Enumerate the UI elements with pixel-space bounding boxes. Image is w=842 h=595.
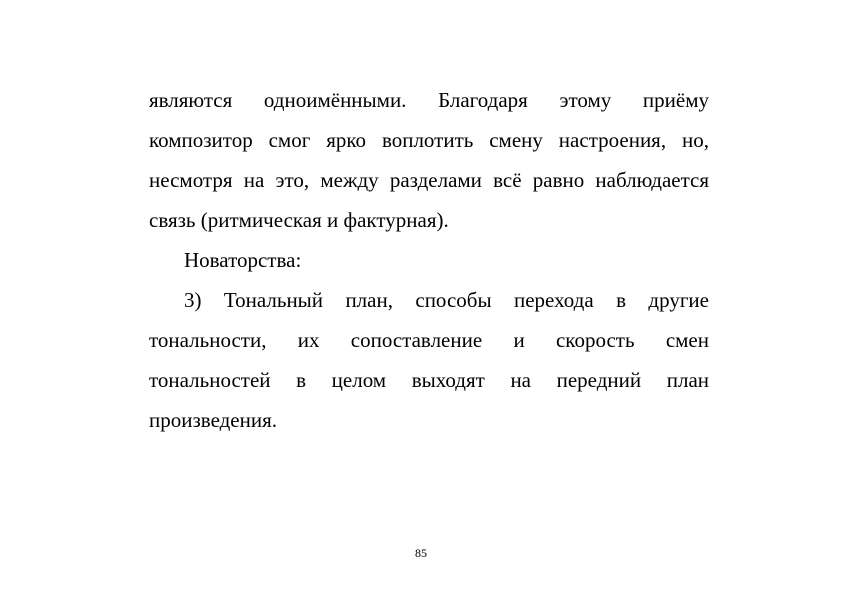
body-text [149,80,709,440]
text-line-2: композитор смог ярко воплотить смену настроения, но, [149,128,709,152]
page-number: 85 [415,546,427,560]
text-line-4: связь (ритмическая и фактурная). [149,208,449,232]
text-line-3: несмотря на это, между разделами всё равно наблюдается [149,168,709,192]
text-line-9: произведения. [149,408,277,432]
text-line-7: тональности, их сопоставление и скорость смен [149,328,709,352]
section-heading: Новаторства: [184,248,302,272]
text-line-1: являются одноимёнными. Благодаря этому приёму [149,88,709,112]
text-line-8: тональностей в целом выходят на передний план [149,368,709,392]
text-line-6: 3) Тональный план, способы перехода в другие [184,288,709,312]
